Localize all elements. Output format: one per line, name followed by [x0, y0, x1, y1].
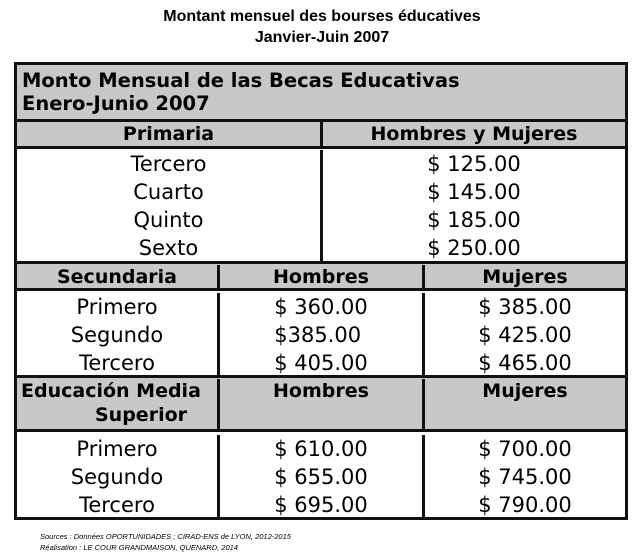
amount-value: $ 360.00: [274, 295, 368, 319]
secundaria-header-women: Mujeres: [422, 265, 625, 288]
primaria-header-amount: Hombres y Mujeres: [320, 122, 625, 146]
secundaria-men-column: [217, 293, 422, 375]
media-superior-header-row: [17, 375, 625, 429]
media-superior-header-line1: Educación Media: [21, 380, 201, 402]
table-title: [17, 65, 625, 119]
media-superior-women-column: [422, 435, 625, 517]
grade-label: Tercero: [130, 152, 207, 176]
amount-value: $ 125.00: [427, 152, 521, 176]
amount-value: $ 250.00: [427, 236, 521, 260]
grade-label: Quinto: [133, 208, 204, 232]
secundaria-header-men: Hombres: [217, 265, 422, 288]
media-superior-header-line2: Superior: [95, 404, 188, 426]
primaria-body: [17, 146, 625, 261]
secundaria-header-row: [17, 261, 625, 288]
secundaria-header-level: Secundaria: [56, 266, 177, 288]
amount-value: $ 655.00: [274, 465, 368, 489]
primaria-grades-column: [17, 150, 320, 261]
primaria-header-row: [17, 119, 625, 146]
secundaria-women-column: [422, 293, 625, 375]
media-superior-header-women: Mujeres: [422, 379, 625, 429]
amount-value: $ 425.00: [478, 323, 572, 347]
grade-label: Sexto: [138, 236, 199, 260]
grade-label: Primero: [76, 437, 158, 461]
grade-label: Primero: [76, 295, 158, 319]
grade-label: Tercero: [79, 493, 155, 517]
page-title-line1: Montant mensuel des bourses éducatives: [163, 8, 481, 25]
amount-value: $ 185.00: [427, 208, 521, 232]
grade-label: Tercero: [79, 351, 155, 375]
media-superior-grades-column: [17, 435, 217, 517]
grade-label: Segundo: [70, 323, 164, 347]
table-title-line1: Monto Mensual de las Becas Educativas: [22, 69, 460, 92]
secundaria-grades-column: [17, 293, 217, 375]
amount-value: $ 745.00: [478, 465, 572, 489]
realisation-line: Réalisation : LE COUR GRANDMAISON, QUENARD, 2014: [40, 543, 238, 552]
primaria-amounts-column: [320, 150, 625, 261]
amount-value: $ 385.00: [478, 295, 572, 319]
amount-value: $ 790.00: [478, 493, 572, 517]
page-title: [0, 6, 644, 48]
media-superior-body: [17, 429, 625, 517]
amount-value: $ 465.00: [478, 351, 572, 375]
sources-line: Sources : Données OPORTUNIDADES ; CIRAD-ENS de LYON, 2012-2015: [40, 532, 291, 541]
amount-value: $ 610.00: [274, 437, 368, 461]
amount-value: $ 405.00: [274, 351, 368, 375]
primaria-header-level: Primaria: [122, 123, 215, 145]
amount-value: $ 695.00: [274, 493, 368, 517]
amount-value: $ 700.00: [478, 437, 572, 461]
sources-note: [40, 531, 291, 553]
grade-label: Segundo: [70, 465, 164, 489]
secundaria-body: [17, 288, 625, 375]
media-superior-header-level: [17, 379, 217, 429]
table-title-line2: Enero-Junio 2007: [22, 92, 210, 115]
scholarship-table: [14, 62, 628, 520]
amount-value: $ 145.00: [427, 180, 521, 204]
media-superior-men-column: [217, 435, 422, 517]
grade-label: Cuarto: [133, 180, 204, 204]
amount-value: $385.00: [274, 323, 362, 347]
media-superior-header-men: Hombres: [217, 379, 422, 429]
page-title-line2: Janvier-Juin 2007: [254, 29, 390, 46]
